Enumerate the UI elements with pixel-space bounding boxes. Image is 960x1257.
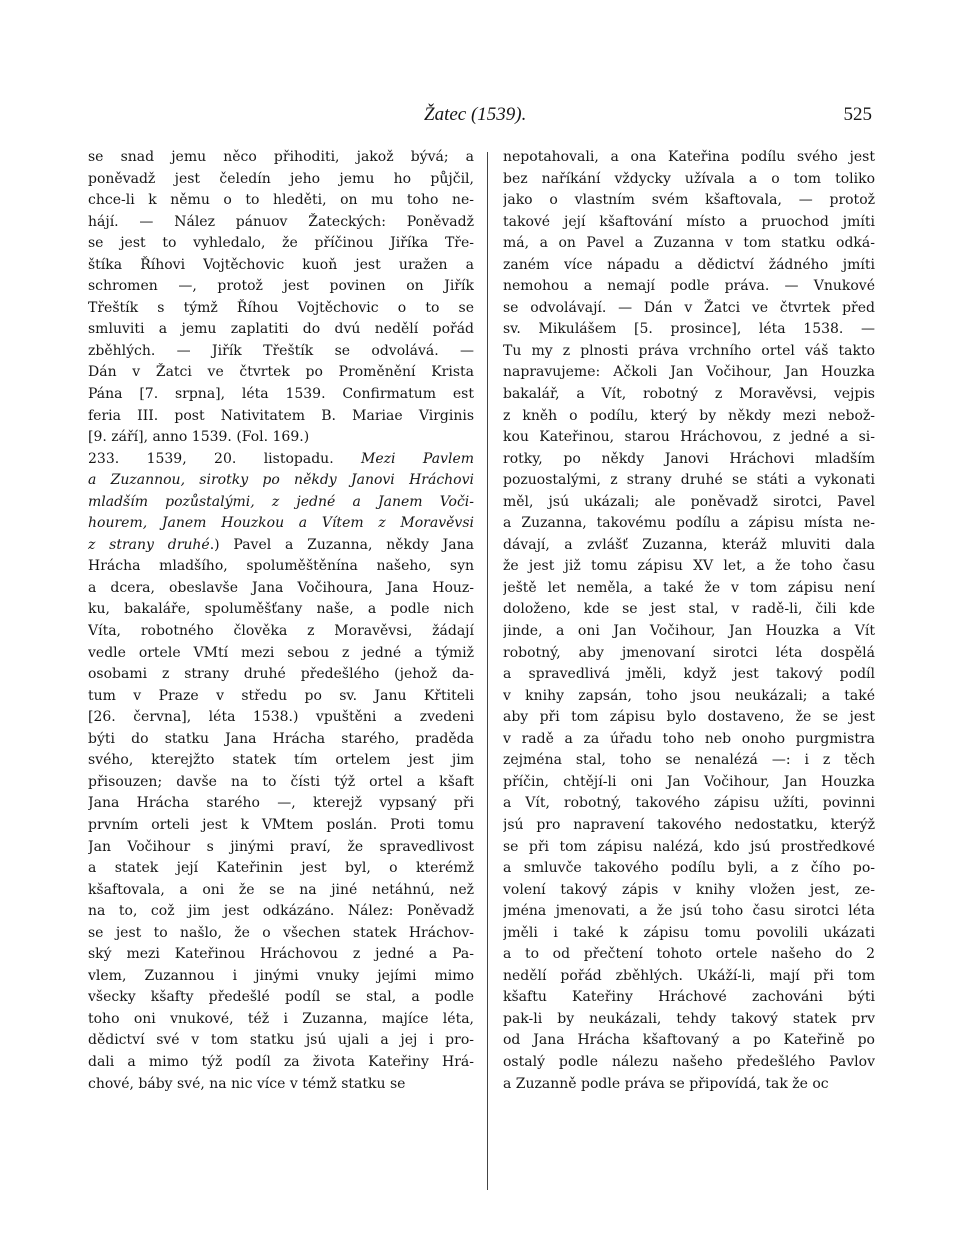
text-line: a Zuzanně podle práva se připovídá, tak že oc bbox=[503, 1075, 829, 1092]
text-line: poněvadž jest čeledín jeho jemu ho půjčil, bbox=[88, 170, 474, 187]
text-line: tum v Praze v středu po sv. Janu Křtiteli bbox=[88, 687, 474, 704]
text-line: jsú pro napravení takového nedostatku, kterýž bbox=[503, 816, 875, 833]
text-line: bez naříkání vždycky užívala a o tom toliko bbox=[503, 170, 875, 187]
text-line: jako o vlastním svém kšaftovala, — protož bbox=[503, 192, 875, 209]
text-line: dávají, a zvlášť Zuzanna, kteráž mluviti dala bbox=[503, 536, 875, 553]
page-header bbox=[0, 104, 960, 130]
text-line: se jest to vyhledalo, že příčinou Jiříka Tře- bbox=[88, 235, 474, 252]
page-number: 525 bbox=[843, 104, 872, 125]
text-line: měl, jsú ukázali; ale poněvadž sirotci, Pavel bbox=[503, 493, 875, 510]
text-line: a dcera, obeslavše Jana Vočihoura, Jana Houz- bbox=[88, 579, 474, 596]
text-line: smluviti a jemu zaplatiti do dvú nedělí pořád bbox=[88, 321, 474, 338]
text-line: se jest to našlo, že o všechen statek Hráchov- bbox=[88, 924, 474, 941]
text-line: Jan Vočihour s jinými praví, že spravedlivost bbox=[88, 838, 474, 855]
text-line: Víta, robotného člověka z Moravěvsi, žádají bbox=[88, 623, 474, 640]
text-line: nedělí pořád zběhlých. Ukáží-li, mají při tom bbox=[503, 967, 875, 984]
text-line: a Zuzanna, takovému podílu a zápisu místa ne- bbox=[503, 515, 875, 532]
text-line: vedle ortele VMtí mezi sebou z jedné a týmiž bbox=[88, 644, 474, 661]
text-line: hourem, Janem Houzkou a Vítem z Moravěvsi bbox=[88, 515, 474, 532]
text-line: se při tom zápisu nalézá, kdo jsú prostředkové bbox=[503, 838, 875, 855]
text-line: má, a on Pavel a Zuzanna v tom statku odká- bbox=[503, 235, 875, 252]
running-title: Žatec (1539). bbox=[424, 104, 527, 125]
text-line: aby při tom zápisu bylo dostaveno, že se jest bbox=[503, 709, 875, 726]
text-column-right bbox=[503, 147, 875, 1192]
text-line: pozuostalými, z strany druhé se státi a vykonati bbox=[503, 472, 875, 489]
text-line: svého, kterejžto statek tím ortelem jest jim bbox=[88, 752, 474, 769]
text-line: [9. září], anno 1539. (Fol. 169.) bbox=[88, 429, 310, 446]
text-line: býti do statku Jana Hrácha starého, praděda bbox=[88, 730, 474, 747]
text-line: v knihy zapsán, toho jsou neukázali; a také bbox=[503, 687, 875, 704]
text-line: ský mezi Kateřinou Hráchovou z jedné a Pa- bbox=[88, 946, 474, 963]
text-line: dali a mimo týž podíl za života Kateřiny Hrá- bbox=[88, 1053, 474, 1070]
text-line: Hrácha mladšího, spoluměštěnína našeho, syn bbox=[88, 558, 474, 575]
text-line: jinde, a oni Jan Vočihour, Jan Houzka a Vít bbox=[503, 623, 875, 640]
text-line: a spravedlivá jměli, když jest takový podíl bbox=[503, 666, 875, 683]
text-line: v radě a za úřadu toho neb onoho purgmistra bbox=[503, 730, 875, 747]
text-line: ostalý podle nálezu našeho předešlého Pavlov bbox=[503, 1053, 875, 1070]
text-line: osobami z strany druhé předešlého (jehož da- bbox=[88, 666, 474, 683]
text-line: ještě let neměla, a také že v tom zápisu není bbox=[503, 579, 875, 596]
text-line: mladším pozůstalými, z jedné a Janem Voči- bbox=[88, 493, 474, 510]
text-line: přisouzen; davše na to čísti týž ortel a kšaft bbox=[88, 773, 474, 790]
text-line: napravujeme: Ačkoli Jan Vočihour, Jan Houzka bbox=[503, 364, 875, 381]
text-column-left bbox=[88, 147, 474, 1192]
text-line: takové její kšaftování místo a pruochod jmíti bbox=[503, 213, 875, 230]
text-line: dědictví své v tom statku jsú ujali a jej i pro- bbox=[88, 1032, 474, 1049]
text-line: na to, což jim jest odkázáno. Nález: Poněvadž bbox=[88, 903, 474, 920]
text-line: příčin, chtějí-li oni Jan Vočihour, Jan Houzka bbox=[503, 773, 875, 790]
text-line: že jest již tomu zápisu XV let, a že toho času bbox=[503, 558, 875, 575]
text-line: zaném více nápadu a dědictví žádného jmíti bbox=[503, 256, 875, 273]
text-line: hájí. — Nález pánuov Žateckých: Poněvadž bbox=[88, 213, 474, 230]
text-line: pak-li by neukázali, tehdy takový statek prv bbox=[503, 1010, 875, 1027]
column-divider bbox=[487, 152, 488, 1190]
text-line: kšaftovala, a oni že se na jiné netáhnú, než bbox=[88, 881, 474, 898]
text-line: a Zuzannou, sirotky po někdy Janovi Hráchovi bbox=[88, 472, 474, 489]
text-line: zejména stal, toho se nenalézá —: i z těch bbox=[503, 752, 875, 769]
text-line: od Jana Hrácha kšaftovaný a po Kateřině po bbox=[503, 1032, 875, 1049]
text-line: Tu my z plnosti práva vrchního ortel váš takto bbox=[503, 342, 875, 359]
text-line: sv. Mikulášem [5. prosince], léta 1538. — bbox=[503, 321, 875, 338]
text-line: robotný, aby jmenovaní sirotci léta dospělá bbox=[503, 644, 875, 661]
text-line: z strany druhé.) Pavel a Zuzanna, někdy Jana bbox=[88, 536, 474, 553]
text-line: doloženo, kde se jest stal, v radě-li, čili kde bbox=[503, 601, 875, 618]
text-line: feria III. post Nativitatem B. Mariae Virginis bbox=[88, 407, 474, 424]
text-line: bakalář, a Vít, robotný z Moravěvsi, vejpis bbox=[503, 386, 875, 403]
text-line: nemohou a nemají podle práva. — Vnukové bbox=[503, 278, 875, 295]
text-line: schromen —, protož jest povinen on Jiřík bbox=[88, 278, 474, 295]
text-line: toho oni vnukové, též i Zuzanna, majíce léta, bbox=[88, 1010, 474, 1027]
text-line: 233. 1539, 20. listopadu. Mezi Pavlem bbox=[88, 450, 474, 467]
text-line: Pána [7. srpna], léta 1539. Confirmatum est bbox=[88, 386, 474, 403]
text-line: ku, bakaláře, spoluměšťany naše, a podle nich bbox=[88, 601, 474, 618]
text-line: zběhlých. — Jiřík Třeštík se odvolává. — bbox=[88, 342, 474, 359]
text-line: prvním orteli jest k VMtem poslán. Proti tomu bbox=[88, 816, 474, 833]
text-line: se snad jemu něco přihoditi, jakož bývá; a bbox=[88, 149, 474, 165]
text-line: vlem, Zuzannou i jinými vnuky jejími mimo bbox=[88, 967, 474, 984]
text-line: chce-li k němu o to hleděti, on mu toho ne- bbox=[88, 192, 474, 209]
text-line: jména jmenovati, a že jsú toho času sirotci léta bbox=[503, 903, 875, 920]
text-line: Třeštík s týmž Říhou Vojtěchovic o to se bbox=[88, 299, 474, 316]
text-line: kšaftu Kateřiny Hráchové zachováni býti bbox=[503, 989, 875, 1006]
text-line: kou Kateřinou, starou Hráchovou, z jedné a si- bbox=[503, 429, 875, 446]
text-line: rotky, po někdy Janovi Hráchovi mladším bbox=[503, 450, 875, 467]
text-line: jměli i také k zápisu tomu povolili ukázati bbox=[503, 924, 875, 941]
text-line: a to od přečtení tohoto ortele našeho do 2 bbox=[503, 946, 875, 963]
text-line: volení takový zápis v knihy vložen jest, ze- bbox=[503, 881, 875, 898]
text-line: [26. června], léta 1538.) vpuštěni a zvedeni bbox=[88, 709, 474, 726]
text-line: chové, báby své, na nic více v témž statku se bbox=[88, 1075, 406, 1092]
text-line: a statek její Kateřinin jest byl, o kterémž bbox=[88, 860, 474, 877]
text-line: Dán v Žatci ve čtvrtek po Proměnění Krista bbox=[88, 364, 474, 381]
text-line: a smluvče takového podílu byli, a z čího po- bbox=[503, 860, 875, 877]
text-line: všecky kšafty předešlé podíl se stal, a podle bbox=[88, 989, 474, 1006]
text-line: z kněh o podílu, který by někdy mezi nebož- bbox=[503, 407, 875, 424]
text-line: štíka Říhovi Vojtěchovic kuoň jest uražen a bbox=[88, 256, 474, 273]
text-line: se odvolávají. — Dán v Žatci ve čtvrtek před bbox=[503, 299, 875, 316]
text-line: nepotahovali, a ona Kateřina podílu svého jest bbox=[503, 149, 875, 165]
text-line: a Vít, robotný, takového zápisu užíti, povinni bbox=[503, 795, 875, 812]
text-line: Jana Hrácha starého —, kterejž vypsaný při bbox=[88, 795, 474, 812]
